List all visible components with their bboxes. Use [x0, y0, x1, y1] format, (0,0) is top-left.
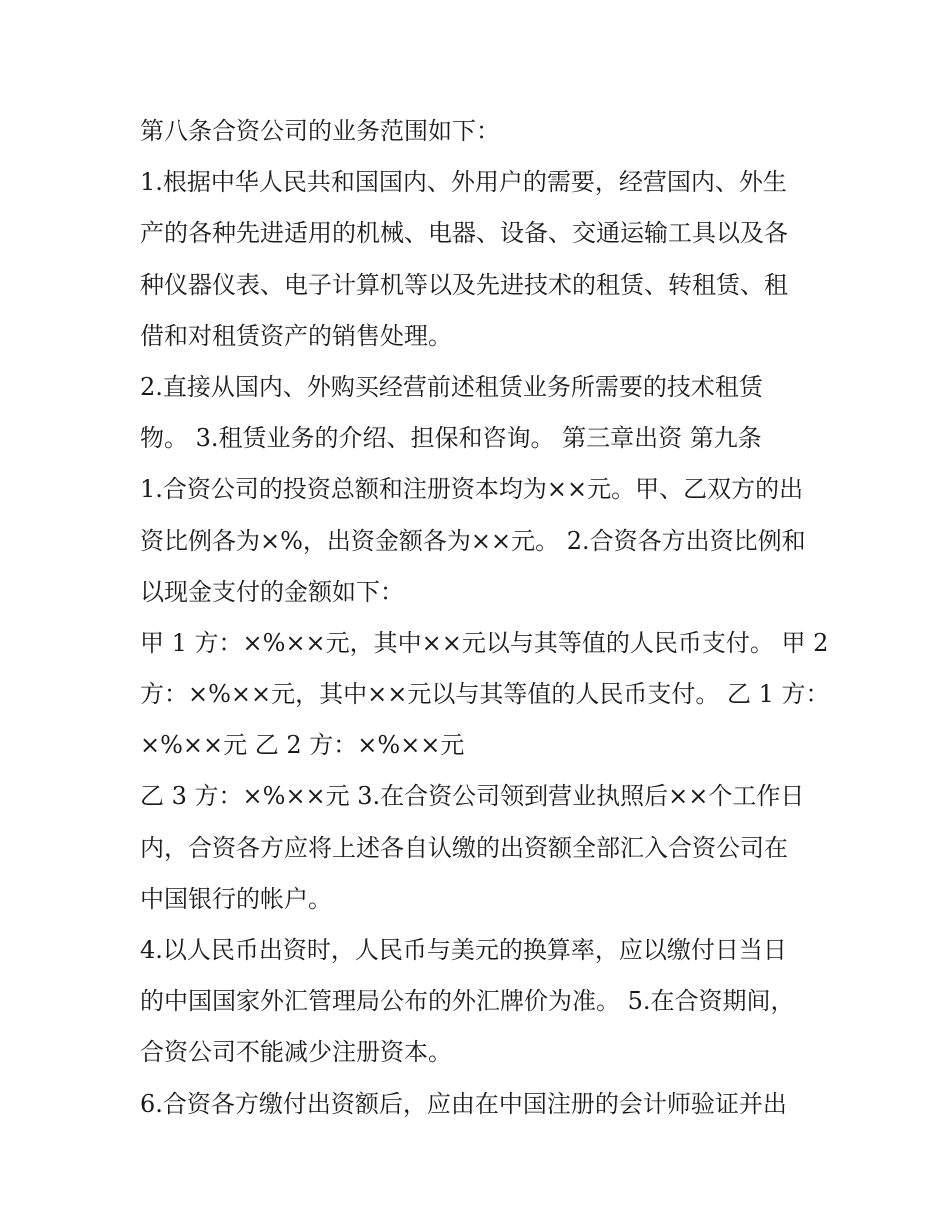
text-line: ×%××元 乙 2 方：×%××元 — [140, 731, 465, 760]
text-line: 2.直接从国内、外购买经营前述租赁业务所需要的技术租赁 — [140, 372, 763, 401]
text-line: 乙 3 方：×%××元 3.在合资公司领到营业执照后××个工作日 — [140, 782, 805, 811]
text-line: 产的各种先进适用的机械、电器、设备、交通运输工具以及各 — [140, 219, 788, 248]
text-line: 甲 1 方：×%××元，其中××元以与其等值的人民币支付。 甲 2 — [140, 628, 829, 657]
text-line: 1.根据中华人民共和国国内、外用户的需要，经营国内、外生 — [140, 168, 787, 197]
text-line: 方：×%××元，其中××元以与其等值的人民币支付。 乙 1 方： — [140, 680, 830, 709]
text-line: 6.合资各方缴付出资额后，应由在中国注册的会计师验证并出 — [140, 1089, 787, 1118]
text-line: 以现金支付的金额如下： — [140, 577, 404, 606]
text-line: 第八条合资公司的业务范围如下： — [140, 117, 500, 145]
text-line: 合资公司不能减少注册资本。 — [140, 1038, 452, 1067]
contract-body-text — [140, 106, 830, 1130]
text-line: 种仪器仪表、电子计算机等以及先进技术的租赁、转租赁、租 — [140, 270, 788, 299]
text-line: 内，合资各方应将上述各自认缴的出资额全部汇入合资公司在 — [140, 833, 788, 862]
text-line: 中国银行的帐户。 — [140, 884, 332, 913]
text-line: 的中国国家外汇管理局公布的外汇牌价为准。 5.在合资期间， — [140, 987, 795, 1016]
text-line: 1.合资公司的投资总额和注册资本均为××元。甲、乙双方的出 — [140, 475, 804, 504]
text-line: 资比例各为×%，出资金额各为××元。 2.合资各方出资比例和 — [140, 526, 806, 555]
text-line: 物。 3.租赁业务的介绍、担保和咨询。 第三章出资 第九条 — [140, 424, 762, 453]
text-line: 借和对租赁资产的销售处理。 — [140, 321, 452, 350]
text-line: 4.以人民币出资时，人民币与美元的换算率，应以缴付日当日 — [140, 936, 787, 964]
